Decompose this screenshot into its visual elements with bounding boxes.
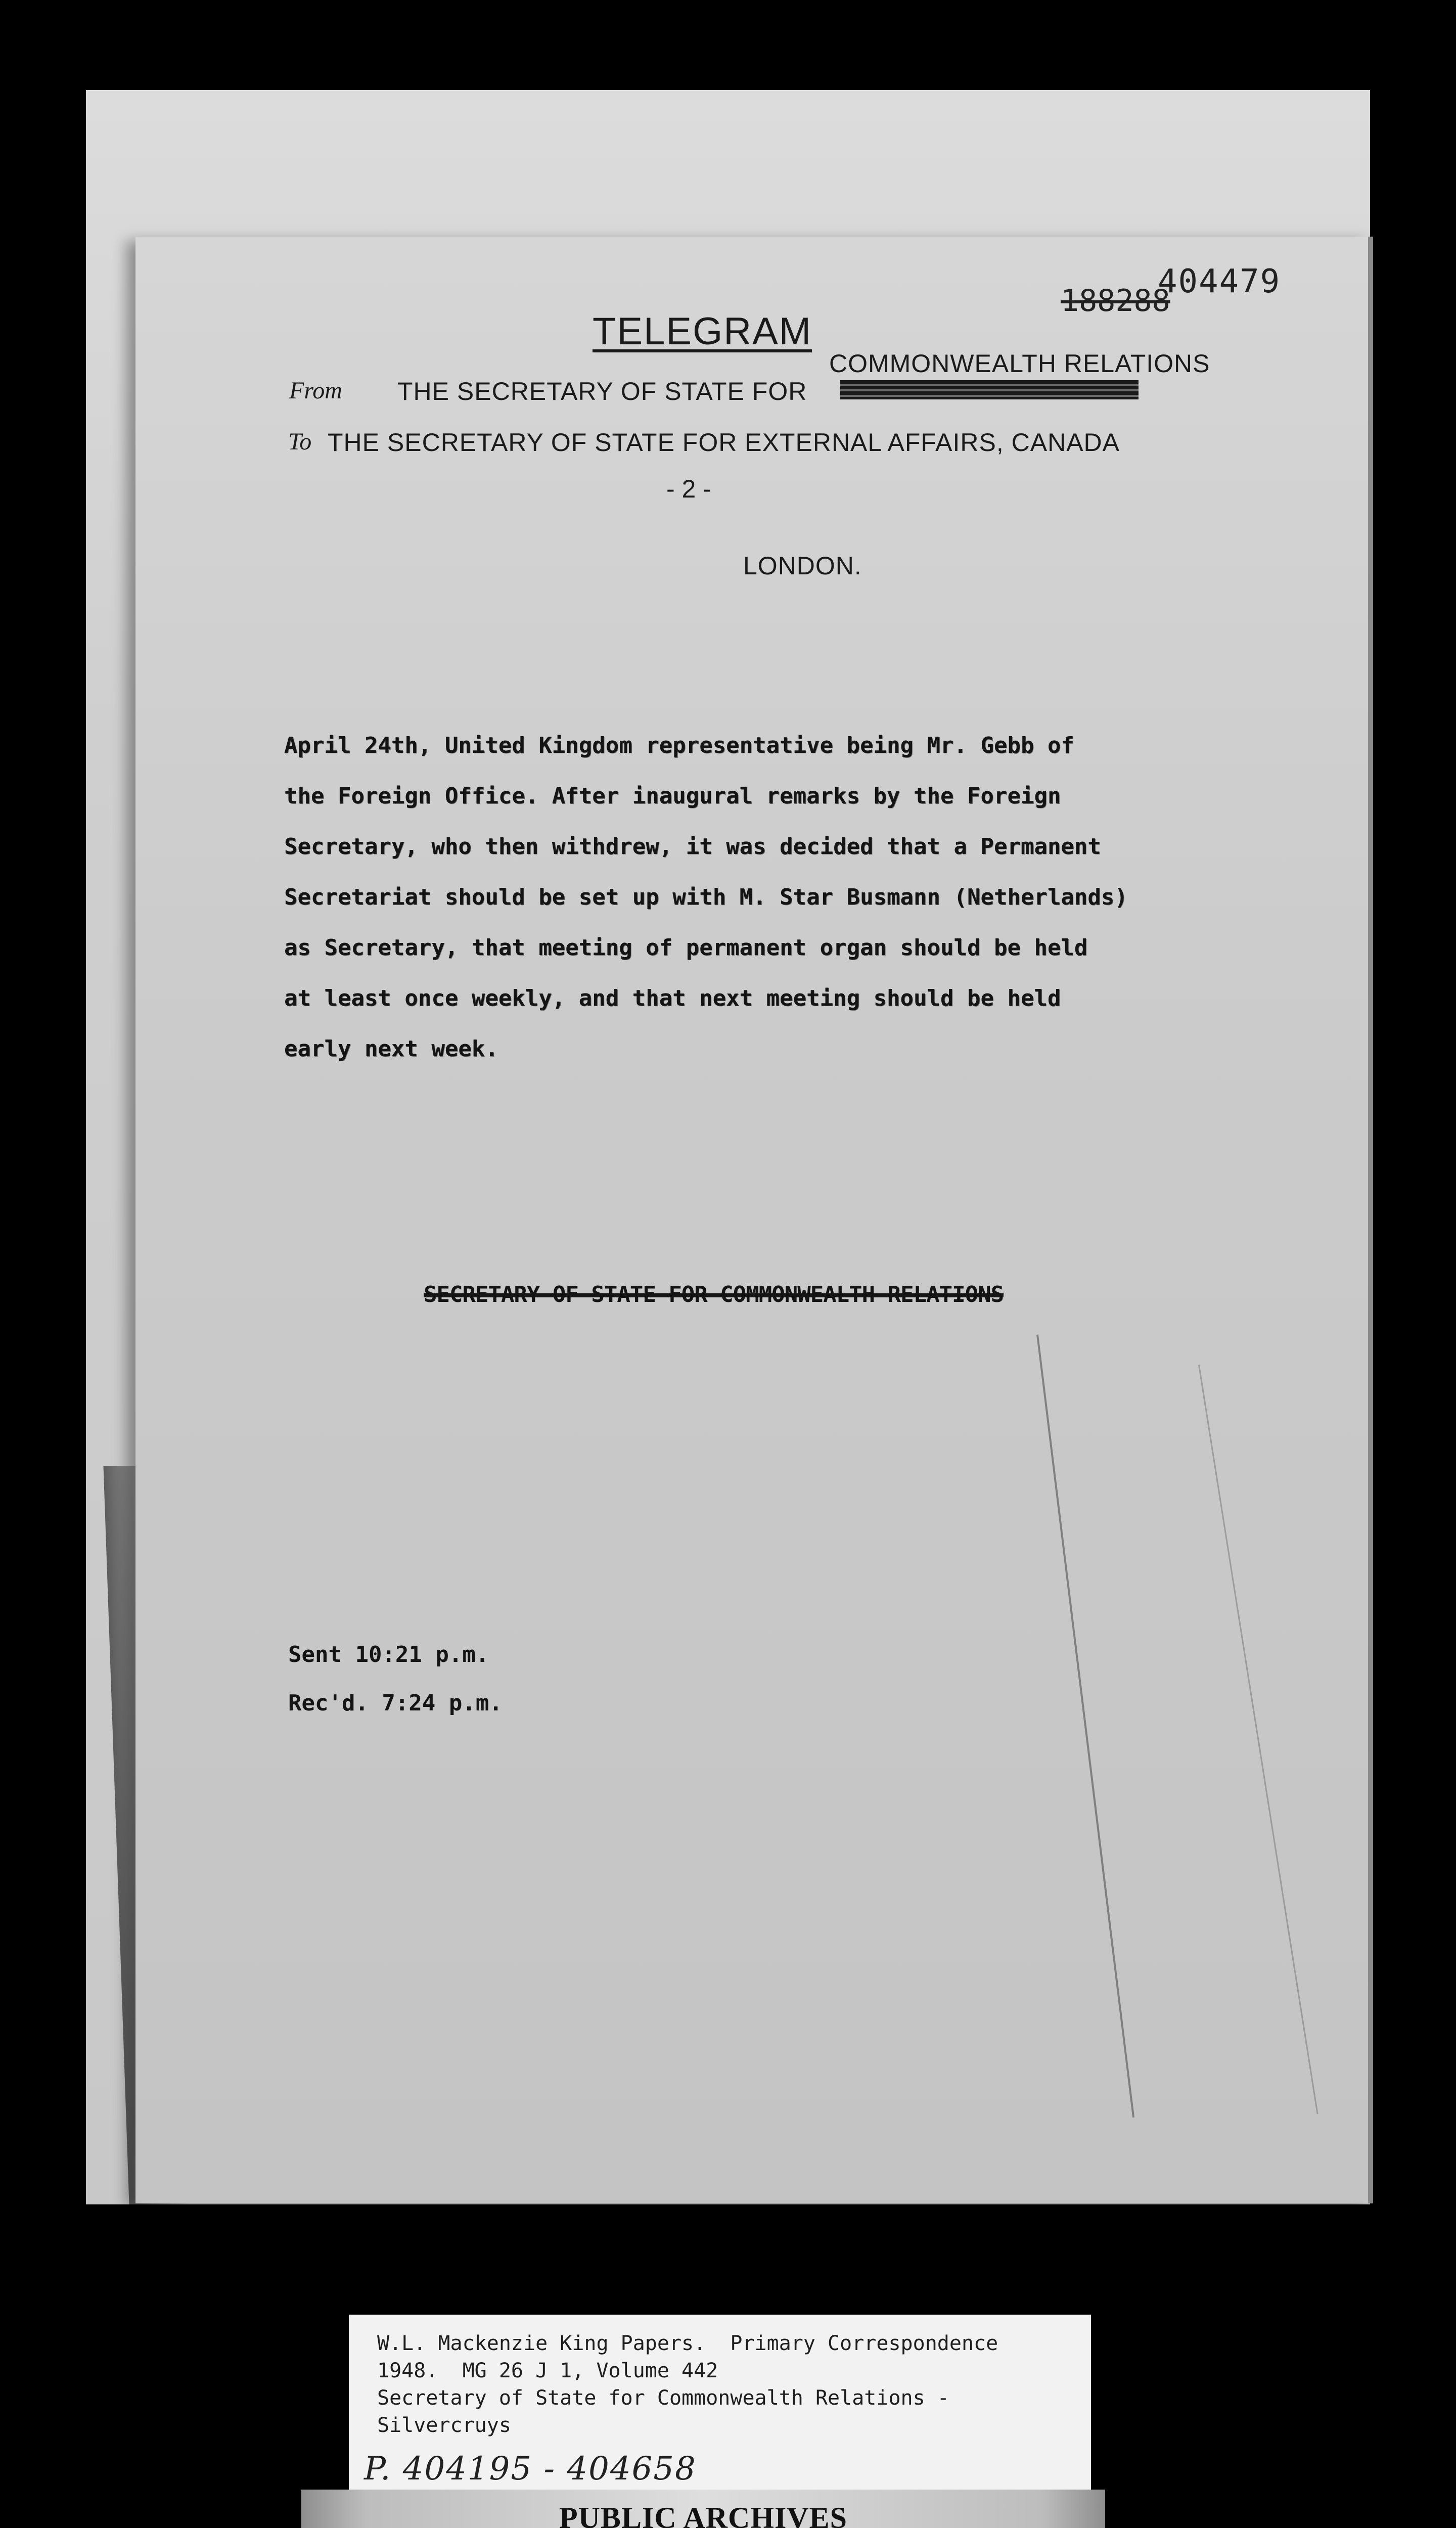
stamp-line: PUBLIC ARCHIVES [559, 2501, 848, 2528]
body-line: as Secretary, that meeting of permanent organ should be held [284, 935, 1088, 961]
archive-reference [377, 2330, 998, 2439]
telegram-title: TELEGRAM [593, 310, 812, 353]
from-text: THE SECRETARY OF STATE FOR [397, 377, 807, 405]
struck-document-number: 188288 [1061, 283, 1170, 319]
public-archives-stamp [301, 2490, 1105, 2528]
body-line: the Foreign Office. After inaugural remarks by the Foreign [284, 783, 1061, 809]
struck-out-department [840, 380, 1139, 399]
sent-time: Sent 10:21 p.m. [288, 1642, 489, 1667]
archive-label-card [349, 2315, 1091, 2507]
body-line: Secretary, who then withdrew, it was decided that a Permanent [284, 834, 1101, 860]
telegram-body [284, 720, 1265, 1074]
body-line: at least once weekly, and that next meeting should be held [284, 985, 1061, 1011]
body-line: early next week. [284, 1036, 498, 1062]
telegram-sheet [135, 237, 1373, 2203]
to-label: To [288, 428, 312, 455]
signature: SECRETARY OF STATE FOR COMMONWEALTH RELATIONS [424, 1282, 1004, 1307]
to-text: THE SECRETARY OF STATE FOR EXTERNAL AFFAIRS, CANADA [328, 428, 1120, 457]
body-line: April 24th, United Kingdom representative being Mr. Gebb of [284, 733, 1074, 758]
handwritten-page-range: P. 404195 - 404658 [364, 2450, 697, 2488]
received-time: Rec'd. 7:24 p.m. [288, 1690, 503, 1716]
from-label: From [289, 377, 342, 404]
archive-line: Secretary of State for Commonwealth Relations - [377, 2386, 949, 2410]
document-number: 404479 [1158, 263, 1281, 300]
page-number: - 2 - [666, 475, 711, 503]
archive-line: Silvercruys [377, 2414, 511, 2437]
archive-line: 1948. MG 26 J 1, Volume 442 [377, 2359, 718, 2382]
from-department-replacement: COMMONWEALTH RELATIONS [829, 349, 1210, 378]
place-of-origin: LONDON. [743, 552, 862, 580]
archive-line: W.L. Mackenzie King Papers. Primary Correspondence [377, 2332, 998, 2355]
transmission-times [288, 1631, 503, 1728]
body-line: Secretariat should be set up with M. Star Busmann (Netherlands) [284, 884, 1128, 910]
